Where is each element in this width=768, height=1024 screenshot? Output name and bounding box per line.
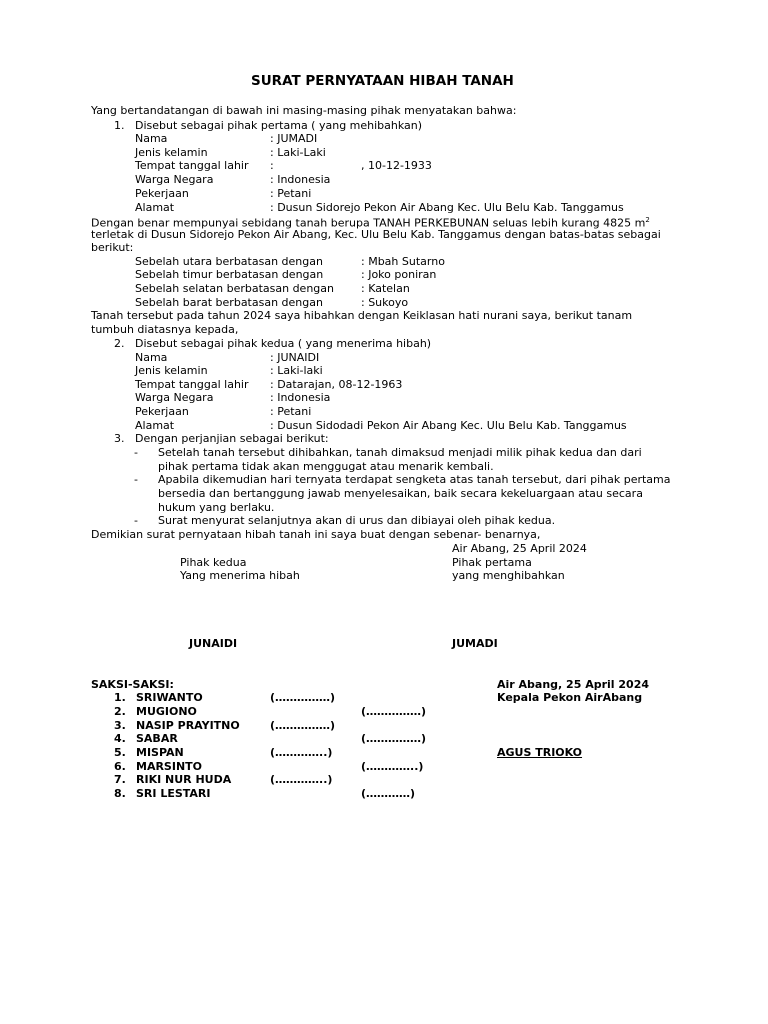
land-line-3: berikut: bbox=[91, 241, 134, 254]
village-head-place-date: Air Abang, 25 April 2024 bbox=[497, 678, 649, 691]
witness-name: SABAR bbox=[136, 732, 178, 745]
area-unit-superscript: 2 bbox=[645, 216, 650, 224]
party1-gender-value: : Laki-Laki bbox=[270, 146, 326, 159]
witness-sign-line: (……………) bbox=[270, 719, 336, 732]
party2-number: 2. bbox=[114, 337, 125, 350]
border-west-value: : Sukoyo bbox=[361, 296, 409, 309]
party2-heading: Disebut sebagai pihak kedua ( yang menerima hibah) bbox=[135, 337, 432, 350]
bullet-2-line-1: Apabila dikemudian hari ternyata terdapat sengketa atas tanah tersebut, dari pihak pertama bbox=[158, 473, 671, 486]
witness-sign-line: (…………) bbox=[361, 787, 416, 800]
party1-address-label: Alamat bbox=[135, 201, 175, 214]
party2-job-label: Pekerjaan bbox=[135, 405, 189, 418]
right-signatory-name: JUMADI bbox=[452, 637, 498, 650]
party2-citizenship-value: : Indonesia bbox=[270, 391, 331, 404]
witness-name: MUGIONO bbox=[136, 705, 197, 718]
witness-sign-line: (…………..) bbox=[361, 760, 424, 773]
witness-name: SRIWANTO bbox=[136, 691, 203, 704]
witness-sign-line: (……………) bbox=[270, 691, 336, 704]
bullet-2-line-2: bersedia dan bertanggung jawab menyelesaikan, baik secara kekeluargaan atau secara bbox=[158, 487, 643, 500]
agreement-number: 3. bbox=[114, 432, 125, 445]
party1-birth-colon: : bbox=[270, 159, 274, 172]
party1-job-label: Pekerjaan bbox=[135, 187, 189, 200]
grant-line-2: tumbuh diatasnya kepada, bbox=[91, 323, 239, 336]
party1-gender-label: Jenis kelamin bbox=[135, 146, 208, 159]
right-signatory-role: Pihak pertama bbox=[452, 556, 532, 569]
border-north-value: : Mbah Sutarno bbox=[361, 255, 445, 268]
party1-birth-value: , 10-12-1933 bbox=[361, 159, 432, 172]
party1-name-label: Nama bbox=[135, 132, 168, 145]
witness-name: SRI LESTARI bbox=[136, 787, 211, 800]
closing-text: Demikian surat pernyataan hibah tanah ini saya buat dengan sebenar- benarnya, bbox=[91, 528, 541, 541]
bullet-1-line-1: Setelah tanah tersebut dihibahkan, tanah dimaksud menjadi milik pihak kedua dan dari bbox=[158, 446, 642, 459]
party2-birth-label: Tempat tanggal lahir bbox=[135, 378, 249, 391]
party2-address-value: : Dusun Sidodadi Pekon Air Abang Kec. Ulu Belu Kab. Tanggamus bbox=[270, 419, 627, 432]
party2-job-value: : Petani bbox=[270, 405, 312, 418]
witness-sign-line: (…………..) bbox=[270, 773, 333, 786]
witness-number: 8. bbox=[114, 787, 126, 800]
left-signatory-role: Pihak kedua bbox=[180, 556, 247, 569]
party2-name-label: Nama bbox=[135, 351, 168, 364]
witness-sign-line: (……………) bbox=[361, 705, 427, 718]
party2-citizenship-label: Warga Negara bbox=[135, 391, 214, 404]
witness-number: 4. bbox=[114, 732, 126, 745]
bullet-1-line-2: pihak pertama tidak akan menggugat atau menarik kembali. bbox=[158, 460, 494, 473]
bullet-2-line-3: hukum yang berlaku. bbox=[158, 501, 275, 514]
bullet-dash: - bbox=[134, 473, 138, 486]
document-title: SURAT PERNYATAAN HIBAH TANAH bbox=[251, 73, 514, 89]
witness-sign-line: (…………..) bbox=[270, 746, 333, 759]
party2-address-label: Alamat bbox=[135, 419, 175, 432]
border-north-label: Sebelah utara berbatasan dengan bbox=[135, 255, 323, 268]
left-signatory-desc: Yang menerima hibah bbox=[180, 569, 300, 582]
witness-name: MARSINTO bbox=[136, 760, 203, 773]
witness-number: 2. bbox=[114, 705, 126, 718]
party1-birth-label: Tempat tanggal lahir bbox=[135, 159, 249, 172]
border-south-label: Sebelah selatan berbatasan dengan bbox=[135, 282, 334, 295]
witness-number: 5. bbox=[114, 746, 126, 759]
party1-citizenship-label: Warga Negara bbox=[135, 173, 214, 186]
witness-name: RIKI NUR HUDA bbox=[136, 773, 232, 786]
party1-name-value: : JUMADI bbox=[270, 132, 318, 145]
border-west-label: Sebelah barat berbatasan dengan bbox=[135, 296, 323, 309]
signature-place-date: Air Abang, 25 April 2024 bbox=[452, 542, 587, 555]
border-south-value: : Katelan bbox=[361, 282, 410, 295]
party2-gender-label: Jenis kelamin bbox=[135, 364, 208, 377]
intro-text: Yang bertandatangan di bawah ini masing-masing pihak menyatakan bahwa: bbox=[91, 104, 517, 117]
agreement-heading: Dengan perjanjian sebagai berikut: bbox=[135, 432, 329, 445]
party1-citizenship-value: : Indonesia bbox=[270, 173, 331, 186]
village-head-title: Kepala Pekon AirAbang bbox=[497, 691, 643, 704]
party2-birth-value: : Datarajan, 08-12-1963 bbox=[270, 378, 403, 391]
bullet-dash: - bbox=[134, 514, 138, 527]
party2-name-value: : JUNAIDI bbox=[270, 351, 320, 364]
witness-number: 1. bbox=[114, 691, 126, 704]
left-signatory-name: JUNAIDI bbox=[189, 637, 238, 650]
party1-address-value: : Dusun Sidorejo Pekon Air Abang Kec. Ulu Belu Kab. Tanggamus bbox=[270, 201, 624, 214]
witness-sign-line: (……………) bbox=[361, 732, 427, 745]
border-east-value: : Joko poniran bbox=[361, 268, 437, 281]
witness-name: NASIP PRAYITNO bbox=[136, 719, 240, 732]
witness-number: 6. bbox=[114, 760, 126, 773]
bullet-3-line-1: Surat menyurat selanjutnya akan di urus dan dibiayai oleh pihak kedua. bbox=[158, 514, 556, 527]
witness-number: 7. bbox=[114, 773, 126, 786]
village-head-name: AGUS TRIOKO bbox=[497, 746, 583, 759]
party2-gender-value: : Laki-laki bbox=[270, 364, 323, 377]
party1-job-value: : Petani bbox=[270, 187, 312, 200]
right-signatory-desc: yang menghibahkan bbox=[452, 569, 565, 582]
party1-heading: Disebut sebagai pihak pertama ( yang mehibahkan) bbox=[135, 119, 423, 132]
party1-number: 1. bbox=[114, 119, 125, 132]
witness-name: MISPAN bbox=[136, 746, 184, 759]
land-line-2: terletak di Dusun Sidorejo Pekon Air Abang, Kec. Ulu Belu Kab. Tanggamus dengan batas-batas sebagai bbox=[91, 228, 661, 241]
witness-number: 3. bbox=[114, 719, 126, 732]
witnesses-heading: SAKSI-SAKSI: bbox=[91, 678, 174, 691]
grant-line-1: Tanah tersebut pada tahun 2024 saya hibahkan dengan Keiklasan hati nurani saya, berikut tanam bbox=[91, 309, 633, 322]
bullet-dash: - bbox=[134, 446, 138, 459]
land-line-1: Dengan benar mempunyai sebidang tanah berupa TANAH PERKEBUNAN seluas lebih kurang 4825 $m^2$ bbox=[91, 216, 650, 230]
border-east-label: Sebelah timur berbatasan dengan bbox=[135, 268, 324, 281]
